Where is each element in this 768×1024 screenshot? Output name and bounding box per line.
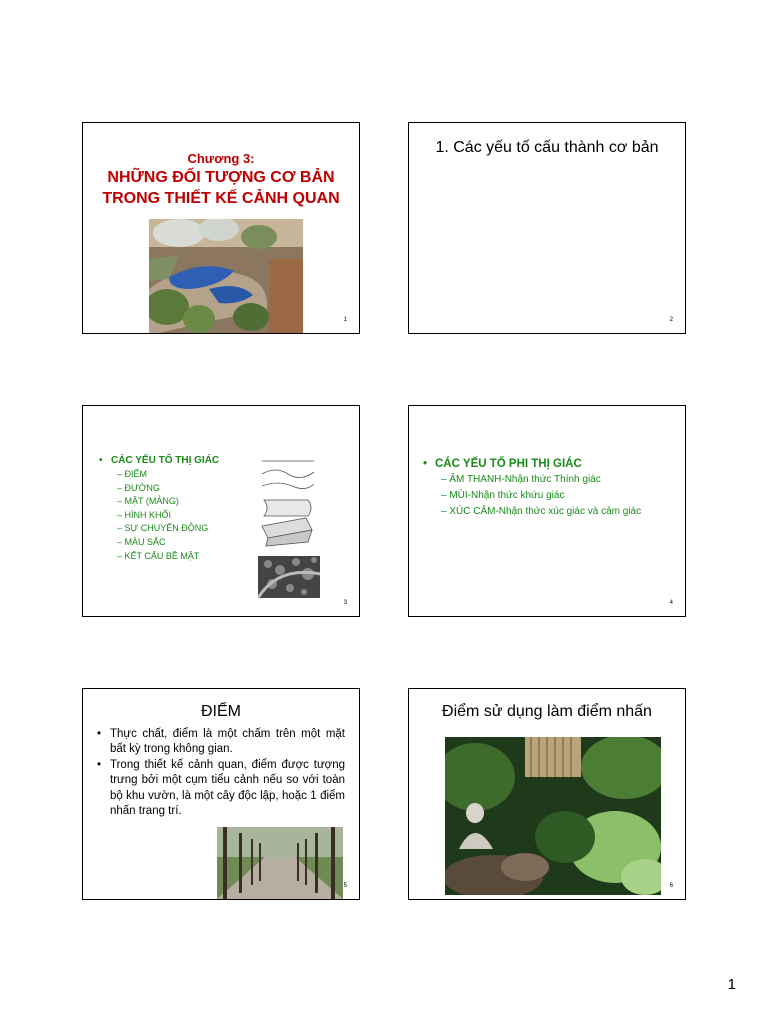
non-visual-elements-list [423, 456, 641, 520]
list-item: – XÚC CẢM-Nhận thức xúc giác và cảm giác [441, 506, 642, 517]
list-item: – MẶT (MẢNG) [117, 496, 179, 507]
slide-title [83, 167, 359, 209]
slide-number: 6 [669, 883, 673, 889]
title-line-2: TRONG THIẾT KẾ CẢNH QUAN [102, 190, 340, 207]
list-heading: • CÁC YẾU TỐ PHI THỊ GIÁC [423, 458, 582, 470]
list-item: – HÌNH KHỐI [117, 509, 172, 520]
title-line-1: NHỮNG ĐỐI TƯỢNG CƠ BẢN [107, 169, 335, 186]
list-item: – KẾT CẤU BỀ MẶT [117, 550, 200, 561]
visual-elements-illustrations [258, 454, 328, 599]
bullet-item: • Thực chất, điểm là một chấm trên một mặt bất kỳ trong không gian. [97, 727, 345, 758]
slide-1 [82, 122, 360, 334]
visual-elements-list [99, 454, 219, 563]
slide-number: 5 [343, 883, 347, 889]
slide-body [97, 727, 345, 819]
slide-title: ĐIỂM [201, 703, 241, 720]
slide-5 [82, 688, 360, 900]
bullet-item: • Trong thiết kế cảnh quan, điểm được tượng trưng bởi một cụm tiểu cảnh nếu so với toàn bộ khu vườn, là một cây độc lập, hoặc 1 điểm nhấn trang trí. [97, 758, 345, 820]
slide-number: 2 [669, 317, 673, 323]
list-heading: • CÁC YẾU TỐ THỊ GIÁC [99, 455, 220, 466]
list-item: – ĐIỂM [117, 469, 148, 479]
landscape-plaza-image [149, 219, 303, 334]
list-item: – MÀU SẮC [117, 536, 166, 547]
list-item: – ÂM THANH-Nhận thức Thính giác [441, 474, 601, 485]
slide-6 [408, 688, 686, 900]
slide-title: 1. Các yếu tố cấu thành cơ bản [435, 139, 659, 156]
slide-3 [82, 405, 360, 617]
slide-number: 3 [343, 600, 347, 606]
slide-4 [408, 405, 686, 617]
list-item: – MÙI-Nhận thức khứu giác [441, 490, 565, 501]
list-item: – ĐƯỜNG [117, 482, 160, 493]
slide-2 [408, 122, 686, 334]
list-item: – SỰ CHUYỂN ĐỘNG [117, 523, 209, 534]
chapter-label: Chương 3: [187, 151, 255, 166]
tree-lined-path-image [217, 827, 343, 899]
page-number: 1 [727, 976, 736, 993]
garden-accent-image [445, 737, 661, 895]
slide-number: 1 [343, 317, 347, 323]
slide-number: 4 [669, 600, 673, 606]
slide-title: Điểm sử dụng làm điểm nhấn [442, 703, 652, 720]
